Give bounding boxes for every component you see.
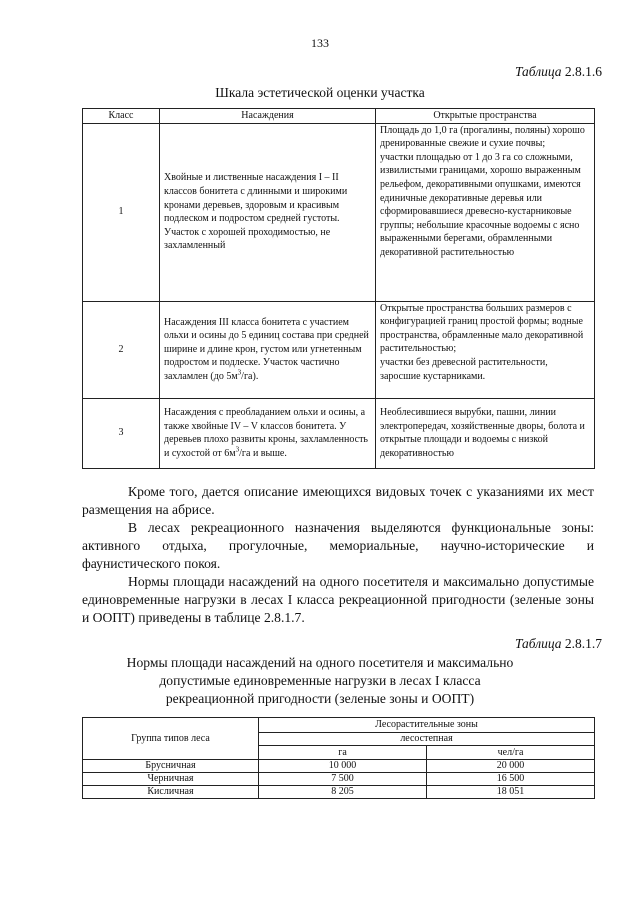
open-spaces-cell [376, 123, 595, 301]
group-cell: Брусничная [83, 760, 259, 773]
body-paragraph: Нормы площади насаждений на одного посетителя и максимально допустимые единовременные нагрузки в лесах I класса рекреационной пригодности (зеленые зоны и ООПТ) приведены в таблице 2.8.1.7. [82, 574, 594, 625]
table-label [515, 636, 602, 652]
body-paragraph: Кроме того, дается описание имеющихся видовых точек с указаниями их мест размещения на абрисе. [82, 484, 594, 517]
table-title-line: Нормы площади насаждений на одного посетителя и максимально [126, 655, 514, 670]
class-cell: 3 [83, 398, 160, 468]
group-cell: Кисличная [83, 786, 259, 799]
group-cell: Черничная [83, 773, 259, 786]
aesthetic-scale-table [82, 108, 595, 469]
plantings-cell [160, 301, 376, 398]
open-spaces-text: участки без древесной растительности, заросшие кустарниками. [380, 356, 548, 382]
table-label-word: Таблица [514, 64, 562, 79]
table-row [83, 786, 595, 799]
plantings-text: Насаждения с преобладанием ольхи и осины, а также хвойные IV – V классов бонитета. У деревьев плохо развиты кроны, захламленность и сухостой от 6м [164, 406, 368, 459]
plantings-cell [160, 398, 376, 468]
table-row [83, 773, 595, 786]
table-label-number: 2.8.1.6 [564, 64, 602, 79]
header-subzone: лесостепная [259, 733, 595, 746]
table-label [515, 64, 602, 80]
header-plantings: Насаждения [160, 109, 376, 124]
plantings-text-tail: /га и выше. [239, 447, 287, 459]
table-label-word: Таблица [514, 636, 562, 651]
table-row [83, 123, 595, 301]
open-spaces-text: участки площадью от 1 до 3 га со сложными, извилистыми границами, хорошо выраженным рельефом, декоративными опушками, имеются единичные декоративные деревья или сформировавшиеся древесно-кустарниковые группы; небольшие красочные водоемы с ясно выраженными берегами, обрамленными декоративной растительностью [380, 151, 581, 258]
table-label-number: 2.8.1.7 [564, 636, 602, 651]
table-row [83, 301, 595, 398]
ha-cell: 8 205 [259, 786, 427, 799]
table-row [83, 398, 595, 468]
table-title [0, 654, 640, 708]
header-forest-group: Группа типов леса [83, 718, 259, 760]
superscript: 3 [237, 368, 242, 377]
open-spaces-cell: Необлесившиеся вырубки, пашни, линии электропередач, хозяйственные дворы, болота и открытые площади и водоемы с низкой декоративностью [376, 398, 595, 468]
table-row [83, 760, 595, 773]
class-cell: 1 [83, 123, 160, 301]
open-spaces-text: Площадь до 1,0 га (прогалины, поляны) хорошо дренированные свежие и сухие почвы; [380, 124, 585, 150]
header-unit-people: чел/га [427, 746, 595, 760]
table-title-line: допустимые единовременные нагрузки в лесах I класса [159, 673, 481, 688]
header-class: Класс [83, 109, 160, 124]
table-header-row [83, 109, 595, 124]
plantings-text-tail: /га). [241, 370, 259, 382]
people-cell: 16 500 [427, 773, 595, 786]
open-spaces-cell [376, 301, 595, 398]
people-cell: 20 000 [427, 760, 595, 773]
plantings-cell: Хвойные и лиственные насаждения I – II классов бонитета с длинными и широкими кронами деревьев, здоровым и красивым подлеском и подростом средней густоты. Участок с хорошей проходимостью, не захламленный [160, 123, 376, 301]
people-cell: 18 051 [427, 786, 595, 799]
superscript: 3 [235, 445, 240, 454]
class-cell: 2 [83, 301, 160, 398]
table-header-row [83, 718, 595, 733]
header-unit-ha: га [259, 746, 427, 760]
page-number: 133 [311, 36, 329, 50]
plantings-text: Насаждения III класса бонитета с участием ольхи и осины до 5 единиц состава при средней ширине и длине крон, густом или угнетенным подростом и подлеске. Участок частично захламлен (до 5м [164, 316, 369, 382]
body-paragraph: В лесах рекреационного назначения выделяются функциональные зоны: активного отдыха, прогулочные, мемориальные, научно-исторические и фаунистического покоя. [82, 520, 594, 571]
header-zones: Лесорастительные зоны [259, 718, 595, 733]
open-spaces-text: Открытые пространства больших размеров с конфигурацией границ простой формы; водные пространства, обрамленные мало декоративной растительностью; [380, 302, 584, 355]
header-open-spaces: Открытые пространства [376, 109, 595, 124]
ha-cell: 7 500 [259, 773, 427, 786]
visitor-norms-table [82, 717, 595, 799]
ha-cell: 10 000 [259, 760, 427, 773]
table-title: Шкала эстетической оценки участка [215, 85, 425, 100]
table-title-line: рекреационной пригодности (зеленые зоны и ООПТ) [165, 691, 475, 706]
